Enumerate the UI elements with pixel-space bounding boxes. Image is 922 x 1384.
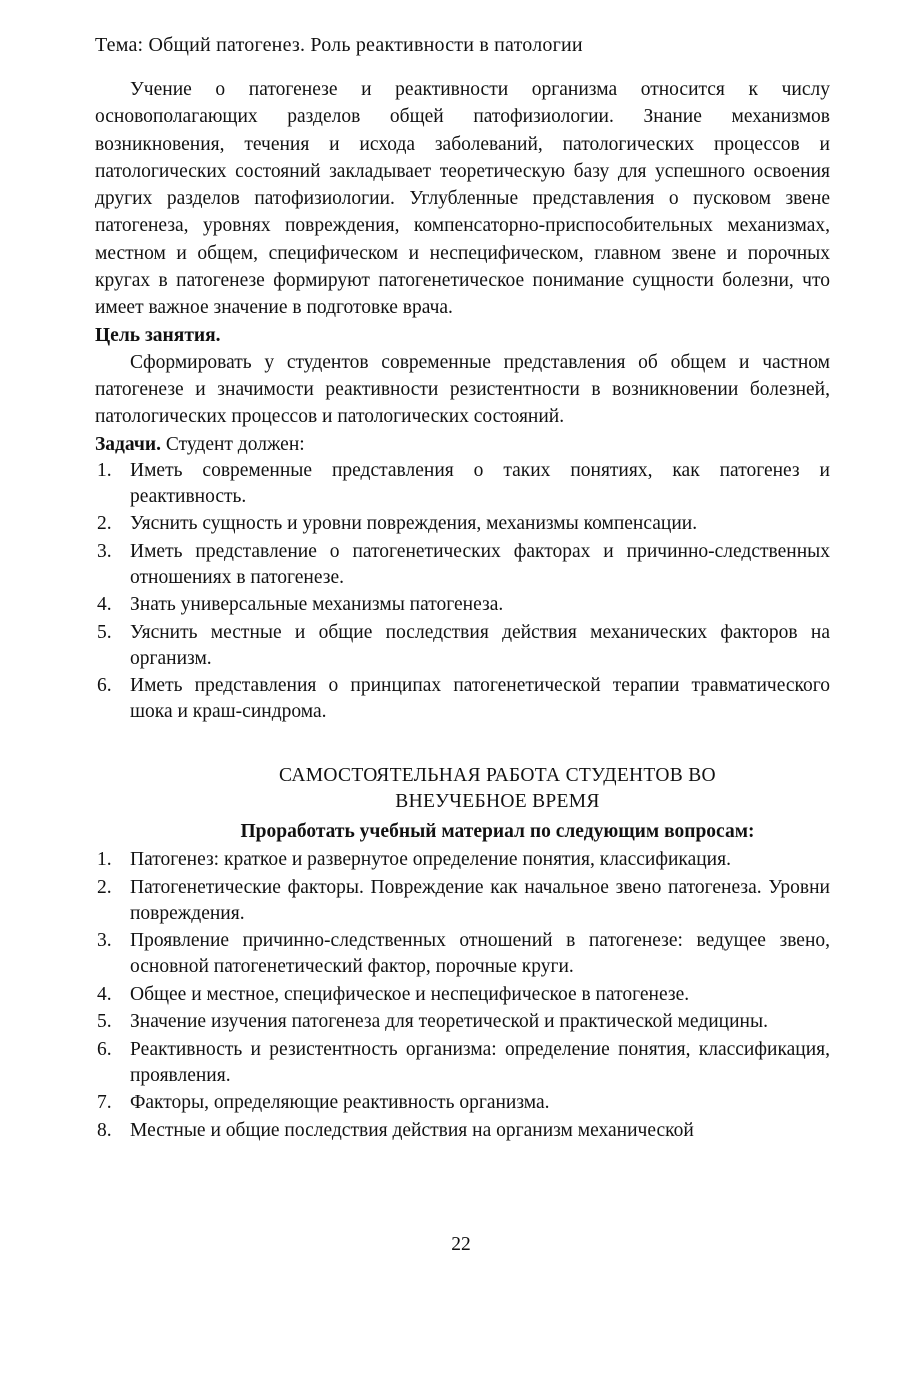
list-item-number: 8. (97, 1119, 112, 1141)
list-item-text: Знать универсальные механизмы патогенеза. (130, 594, 504, 616)
list-item (95, 875, 830, 927)
list-item-number: 3. (97, 540, 112, 562)
list-item-number: 7. (97, 1092, 112, 1114)
page-number: 22 (451, 1234, 471, 1255)
list-item (95, 1009, 830, 1035)
list-item (95, 1118, 830, 1144)
tasks-list (95, 458, 830, 726)
list-item-text: Факторы, определяющие реактивность организма. (130, 1092, 550, 1114)
list-item-text: Уяснить сущность и уровни повреждения, механизмы компенсации. (130, 513, 698, 535)
tasks-intro: Студент должен: (160, 433, 305, 455)
list-item-text: Уяснить местные и общие последствия действия механических факторов на организм. (130, 621, 830, 669)
list-item-number: 1. (97, 849, 112, 871)
list-item (95, 928, 830, 980)
list-item-number: 1. (97, 459, 112, 481)
section-title-line-2: ВНЕУЧЕБНОЕ ВРЕМЯ (395, 791, 600, 813)
list-item (95, 511, 830, 537)
list-item-text: Местные и общие последствия действия на организм механической (130, 1119, 694, 1141)
questions-list (95, 847, 830, 1144)
list-item (95, 1090, 830, 1116)
list-item-number: 4. (97, 594, 112, 616)
goal-heading: Цель занятия. (95, 324, 221, 346)
list-item-number: 3. (97, 930, 112, 952)
list-item (95, 458, 830, 510)
list-item (95, 620, 830, 672)
tasks-heading: Задачи. (95, 433, 161, 455)
list-item-number: 6. (97, 1038, 112, 1060)
list-item-number: 6. (97, 675, 112, 697)
list-item-text: Патогенетические факторы. Повреждение как начальное звено патогенеза. Уровни повреждения. (130, 876, 830, 924)
section-title-line-1: САМОСТОЯТЕЛЬНАЯ РАБОТА СТУДЕНТОВ ВО (279, 765, 716, 787)
list-item-text: Проявление причинно-следственных отношений в патогенезе: ведущее звено, основной патогенетический фактор, порочные круги. (130, 930, 830, 978)
list-item-text: Иметь представления о принципах патогенетической терапии травматического шока и краш-синдрома. (130, 675, 830, 723)
list-item-number: 2. (97, 513, 112, 535)
list-item (95, 847, 830, 873)
goal-paragraph: Сформировать у студентов современные представления об общем и частном патогенезе и значимости реактивности резистентности в возникновении болезней, патологических процессов и патологических состояний. (95, 351, 830, 428)
list-item-text: Иметь представление о патогенетических факторах и причинно-следственных отношениях в патогенезе. (130, 540, 830, 588)
list-item-text: Общее и местное, специфическое и неспецифическое в патогенезе. (130, 983, 690, 1005)
document-page (95, 30, 830, 1145)
tasks-heading-line (95, 431, 830, 458)
list-item-text: Патогенез: краткое и развернутое определение понятия, классификация. (130, 849, 731, 871)
intro-paragraph: Учение о патогенезе и реактивности организма относится к числу основополагающих разделов общей патофизиологии. Знание механизмов возникновения, течения и исхода заболеваний, патологических процессов и патологических состояний закладывает теоретическую базу для успешного освоения других разделов патофизиологии. Углубленные представления о пусковом звене патогенеза, уровнях повреждения, компенсаторно-приспособительных механизмах, местном и общем, специфическом и неспецифическом, главном звене и порочных кругах в патогенезе формируют патогенетическое понимание сущности болезни, что имеет важное значение в подготовке врача. (95, 79, 830, 319)
list-item-number: 4. (97, 983, 112, 1005)
topic-title: Тема: Общий патогенез. Роль реактивности в патологии (95, 34, 583, 56)
list-item (95, 982, 830, 1008)
list-item (95, 1037, 830, 1089)
list-item-number: 5. (97, 621, 112, 643)
section-subtitle: Проработать учебный материал по следующим вопросам: (240, 821, 755, 843)
section-title (95, 763, 830, 815)
list-item-number: 5. (97, 1011, 112, 1033)
list-item (95, 592, 830, 618)
list-item-text: Значение изучения патогенеза для теоретической и практической медицины. (130, 1011, 768, 1033)
list-item (95, 673, 830, 725)
list-item-text: Иметь современные представления о таких понятиях, как патогенез и реактивность. (130, 459, 830, 507)
list-item-text: Реактивность и резистентность организма: определение понятия, классификация, проявления. (130, 1038, 830, 1086)
list-item (95, 539, 830, 591)
list-item-number: 2. (97, 876, 112, 898)
